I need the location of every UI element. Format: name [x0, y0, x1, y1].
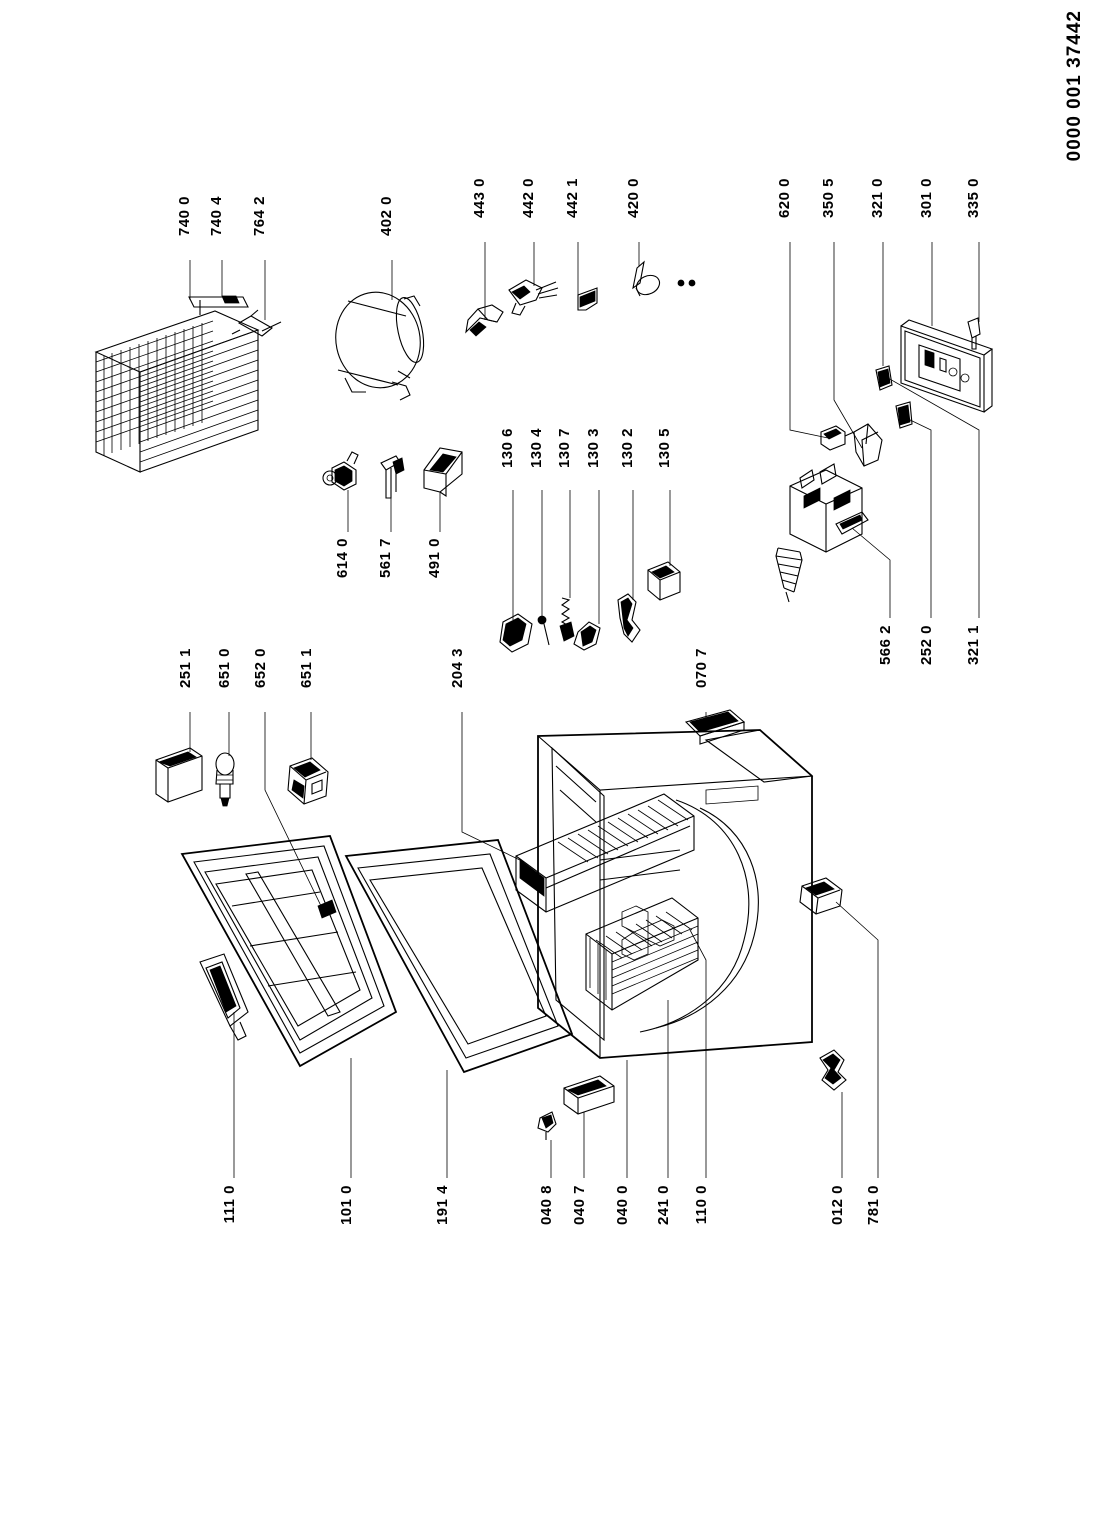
callout-781-0: 781 0: [865, 1185, 882, 1226]
callout-130-7: 130 7: [556, 428, 573, 469]
part-1305-art: [648, 562, 680, 600]
callout-420-0: 420 0: [625, 178, 642, 219]
fan-blade-art: [466, 305, 503, 336]
lamp-6510-art: [216, 753, 234, 806]
callout-130-6: 130 6: [499, 428, 516, 469]
capacitor-art: [633, 262, 695, 298]
part-5617-art: [381, 456, 404, 498]
callout-442-1: 442 1: [564, 178, 581, 219]
callout-040-8: 040 8: [538, 1185, 555, 1226]
callout-614-0: 614 0: [334, 538, 351, 579]
callout-110-0: 110 0: [693, 1185, 710, 1225]
callout-070-7: 070 7: [693, 648, 710, 689]
callout-321-0: 321 0: [869, 178, 886, 219]
callout-443-0: 443 0: [471, 178, 488, 219]
callout-301-0: 301 0: [918, 178, 935, 219]
callout-350-5: 350 5: [820, 178, 837, 219]
callout-740-4: 740 4: [208, 196, 225, 237]
callout-252-0: 252 0: [918, 625, 935, 666]
callout-651-1: 651 1: [298, 648, 315, 689]
callout-040-7: 040 7: [571, 1185, 588, 1226]
control-panel-art: [901, 320, 992, 412]
screw-3350-art: [968, 318, 980, 349]
callout-651-0: 651 0: [216, 648, 233, 689]
leader-lines: [190, 242, 979, 1178]
callout-040-0: 040 0: [614, 1185, 631, 1226]
callout-442-0: 442 0: [520, 178, 537, 219]
door-handle-art: [200, 954, 248, 1040]
thermostat-art: [821, 426, 854, 450]
coil-spring-art: [776, 548, 802, 602]
compressor-art: [327, 284, 429, 400]
part-3505-art: [854, 424, 882, 466]
shelf-art: [516, 794, 694, 912]
callout-321-1: 321 1: [965, 625, 982, 666]
callout-335-0: 335 0: [965, 178, 982, 219]
callout-204-3: 204 3: [449, 648, 466, 689]
part-2511-art: [156, 748, 202, 802]
callout-491-0: 491 0: [426, 538, 443, 579]
clip-0408-art: [538, 1112, 556, 1140]
callout-130-3: 130 3: [585, 428, 602, 469]
drier-filter-art: [232, 310, 281, 336]
part-6140-art: [323, 452, 358, 490]
grille-0707-art: [686, 710, 744, 744]
callout-111-0: 111 0: [221, 1185, 238, 1224]
callout-764-2: 764 2: [251, 196, 268, 237]
callout-251-1: 251 1: [177, 648, 194, 689]
condenser-coil-art: [96, 296, 258, 472]
callout-566-2: 566 2: [877, 625, 894, 666]
callout-130-4: 130 4: [528, 428, 545, 469]
part-4910-art: [424, 448, 462, 496]
callout-241-0: 241 0: [655, 1185, 672, 1226]
callout-130-2: 130 2: [619, 428, 636, 469]
terminal-box-art: [790, 464, 868, 552]
clip-3210-art: [876, 366, 892, 390]
part-1304-art: [538, 616, 549, 645]
inner-door-art: [346, 840, 572, 1072]
callout-620-0: 620 0: [776, 178, 793, 219]
callout-561-7: 561 7: [377, 538, 394, 579]
fan-bracket-art: [578, 288, 597, 310]
callout-130-5: 130 5: [656, 428, 673, 469]
bracket-0120-art: [820, 1050, 846, 1090]
callout-402-0: 402 0: [378, 196, 395, 237]
callout-191-4: 191 4: [434, 1185, 451, 1226]
wire-basket-art: [586, 898, 698, 1010]
part-1303-art: [574, 622, 600, 650]
part-1306-art: [500, 614, 532, 652]
callout-740-0: 740 0: [176, 196, 193, 237]
callout-652-0: 652 0: [252, 648, 269, 689]
door-assembly-art: [182, 836, 396, 1066]
callout-101-0: 101 0: [338, 1185, 355, 1226]
drawing-number: 0000 001 37442: [1064, 10, 1085, 162]
cabinet-art: [538, 730, 812, 1058]
callout-012-0: 012 0: [829, 1185, 846, 1226]
part-1302-art: [618, 594, 640, 642]
hinge-1100-art: [800, 878, 842, 914]
clip-3211-art: [896, 402, 912, 428]
tray-0407-art: [564, 1076, 614, 1114]
fan-motor-art: [509, 280, 558, 315]
light-cover-6511-art: [288, 758, 328, 804]
part-1307-art: [560, 598, 574, 641]
